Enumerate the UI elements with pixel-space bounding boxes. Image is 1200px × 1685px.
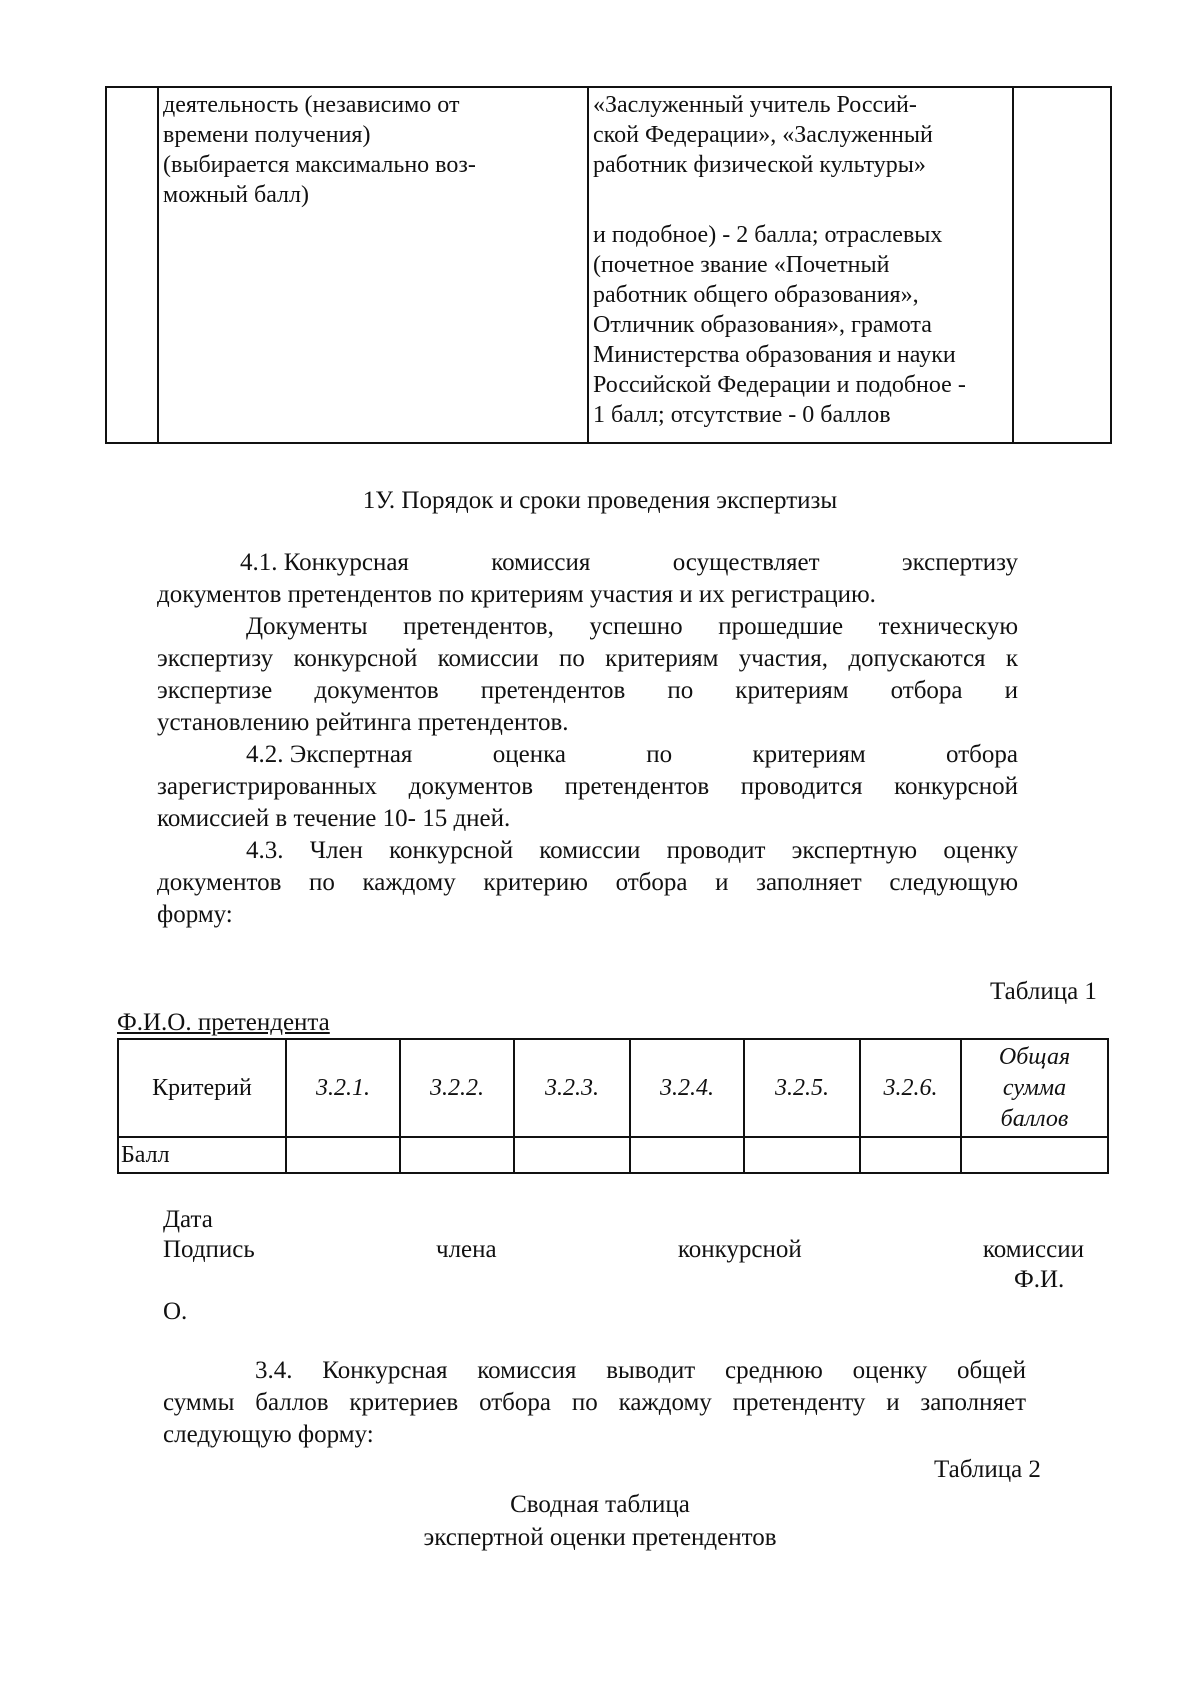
paragraph-docs-justified-line	[157, 676, 1018, 706]
summary-table-subtitle: экспертной оценки претендентов	[423, 1524, 777, 1551]
word: претендентов	[480, 677, 626, 704]
cell-line: времени получения)	[163, 122, 371, 148]
paragraph-3-4-line: 3.4. Конкурсная комиссия выводит среднюю оценку общей	[255, 1357, 1026, 1384]
table-divider	[157, 88, 159, 442]
criterion-3-2-3: 3.2.3.	[514, 1039, 630, 1137]
word: по	[646, 741, 673, 768]
word: комиссия	[491, 549, 591, 576]
cell-line: 1 балл; отсутствие - 0 баллов	[593, 402, 891, 428]
word: критериям	[752, 741, 866, 768]
summary-table-title: Сводная таблица	[510, 1491, 690, 1518]
paragraph-docs-line: экспертизу конкурсной комиссии по критериям участия, допускаются к	[157, 645, 1018, 672]
word: осуществляет	[672, 549, 820, 576]
criteria-table-fragment	[105, 86, 1112, 444]
word: экспертизе	[157, 677, 273, 704]
table-2-caption: Таблица 2	[934, 1456, 1041, 1483]
cell-line: работник общего образования»,	[593, 282, 919, 308]
cell-line: деятельность (независимо от	[163, 92, 460, 118]
paragraph-3-4-line: суммы баллов критериев отбора по каждому претенденту и заполняет	[163, 1389, 1026, 1416]
score-cell[interactable]	[630, 1137, 744, 1173]
word: документов	[314, 677, 439, 704]
table-divider	[1012, 88, 1014, 442]
criterion-description	[163, 90, 476, 210]
word: 4.2. Экспертная	[246, 741, 413, 768]
criterion-3-2-4: 3.2.4.	[630, 1039, 744, 1137]
header-line: Общая	[998, 1043, 1071, 1070]
word: критериям	[735, 677, 849, 704]
criterion-3-2-5: 3.2.5.	[744, 1039, 860, 1137]
section-heading: 1У. Порядок и сроки проведения экспертизы	[362, 487, 838, 514]
total-score-cell[interactable]	[961, 1137, 1108, 1173]
score-cell[interactable]	[514, 1137, 630, 1173]
score-cell[interactable]	[860, 1137, 961, 1173]
cell-line: Российской Федерации и подобное -	[593, 372, 966, 398]
word: экспертизу	[901, 549, 1018, 576]
table-1-caption: Таблица 1	[990, 978, 1097, 1005]
signature-line	[163, 1235, 1084, 1265]
score-form-table	[117, 1038, 1109, 1174]
score-cell[interactable]	[400, 1137, 514, 1173]
cell-line: Министерства образования и науки	[593, 342, 956, 368]
total-score-header	[961, 1039, 1108, 1137]
word: 4.1. Конкурсная	[240, 549, 409, 576]
cell-line: «Заслуженный учитель Россий-	[593, 92, 917, 118]
table-header-row	[118, 1039, 1108, 1137]
applicant-name-label: Ф.И.О. претендента	[117, 1009, 330, 1036]
paragraph-3-4-line: следующую форму:	[163, 1421, 374, 1448]
header-line: сумма	[1002, 1074, 1067, 1101]
paragraph-4-2-first-line	[246, 740, 1018, 770]
paragraph-4-1-line: документов претендентов по критериям участия и их регистрацию.	[157, 581, 876, 608]
word: оценка	[492, 741, 566, 768]
score-row	[118, 1137, 1108, 1173]
paragraph-4-3-line: 4.3. Член конкурсной комиссии проводит экспертную оценку	[246, 837, 1018, 864]
cell-line: можный балл)	[163, 182, 310, 208]
scoring-description-part2	[593, 220, 966, 430]
word: и	[1004, 677, 1018, 704]
date-label: Дата	[163, 1206, 213, 1233]
cell-line: работник физической культуры»	[593, 152, 926, 178]
cell-line: (почетное звание «Почетный	[593, 252, 890, 278]
criterion-3-2-6: 3.2.6.	[860, 1039, 961, 1137]
word: Подпись	[163, 1236, 255, 1263]
paragraph-4-1-first-line	[240, 548, 1018, 578]
paragraph-4-3-line: документов по каждому критерию отбора и заполняет следующую	[157, 869, 1018, 896]
cell-line: Отличник образования», грамота	[593, 312, 932, 338]
paragraph-docs-line: Документы претендентов, успешно прошедшие техническую	[246, 613, 1018, 640]
paragraph-4-2-line: зарегистрированных документов претендентов проводится конкурсной	[157, 773, 1018, 800]
word: по	[667, 677, 694, 704]
word: отбора	[946, 741, 1018, 768]
score-cell[interactable]	[286, 1137, 400, 1173]
word: конкурсной	[677, 1236, 802, 1263]
word: отбора	[890, 677, 963, 704]
score-cell[interactable]	[744, 1137, 860, 1173]
cell-line: (выбирается максимально воз-	[163, 152, 476, 178]
signature-name-part: Ф.И.	[1014, 1266, 1065, 1293]
cell-line: и подобное) - 2 балла; отраслевых	[593, 222, 943, 248]
criterion-header: Критерий	[118, 1039, 286, 1137]
scoring-description-part1	[593, 90, 933, 180]
signature-name-part: О.	[163, 1298, 188, 1325]
cell-line: ской Федерации», «Заслуженный	[593, 122, 933, 148]
criterion-3-2-2: 3.2.2.	[400, 1039, 514, 1137]
paragraph-docs-line: установлению рейтинга претендентов.	[157, 709, 569, 736]
paragraph-4-3-line: форму:	[157, 901, 233, 928]
criterion-3-2-1: 3.2.1.	[286, 1039, 400, 1137]
score-row-label: Балл	[118, 1137, 286, 1173]
table-divider	[587, 88, 589, 442]
paragraph-4-2-line: комиссией в течение 10- 15 дней.	[157, 805, 511, 832]
word: комиссии	[982, 1236, 1084, 1263]
word: члена	[436, 1236, 497, 1263]
header-line: баллов	[1000, 1105, 1069, 1132]
